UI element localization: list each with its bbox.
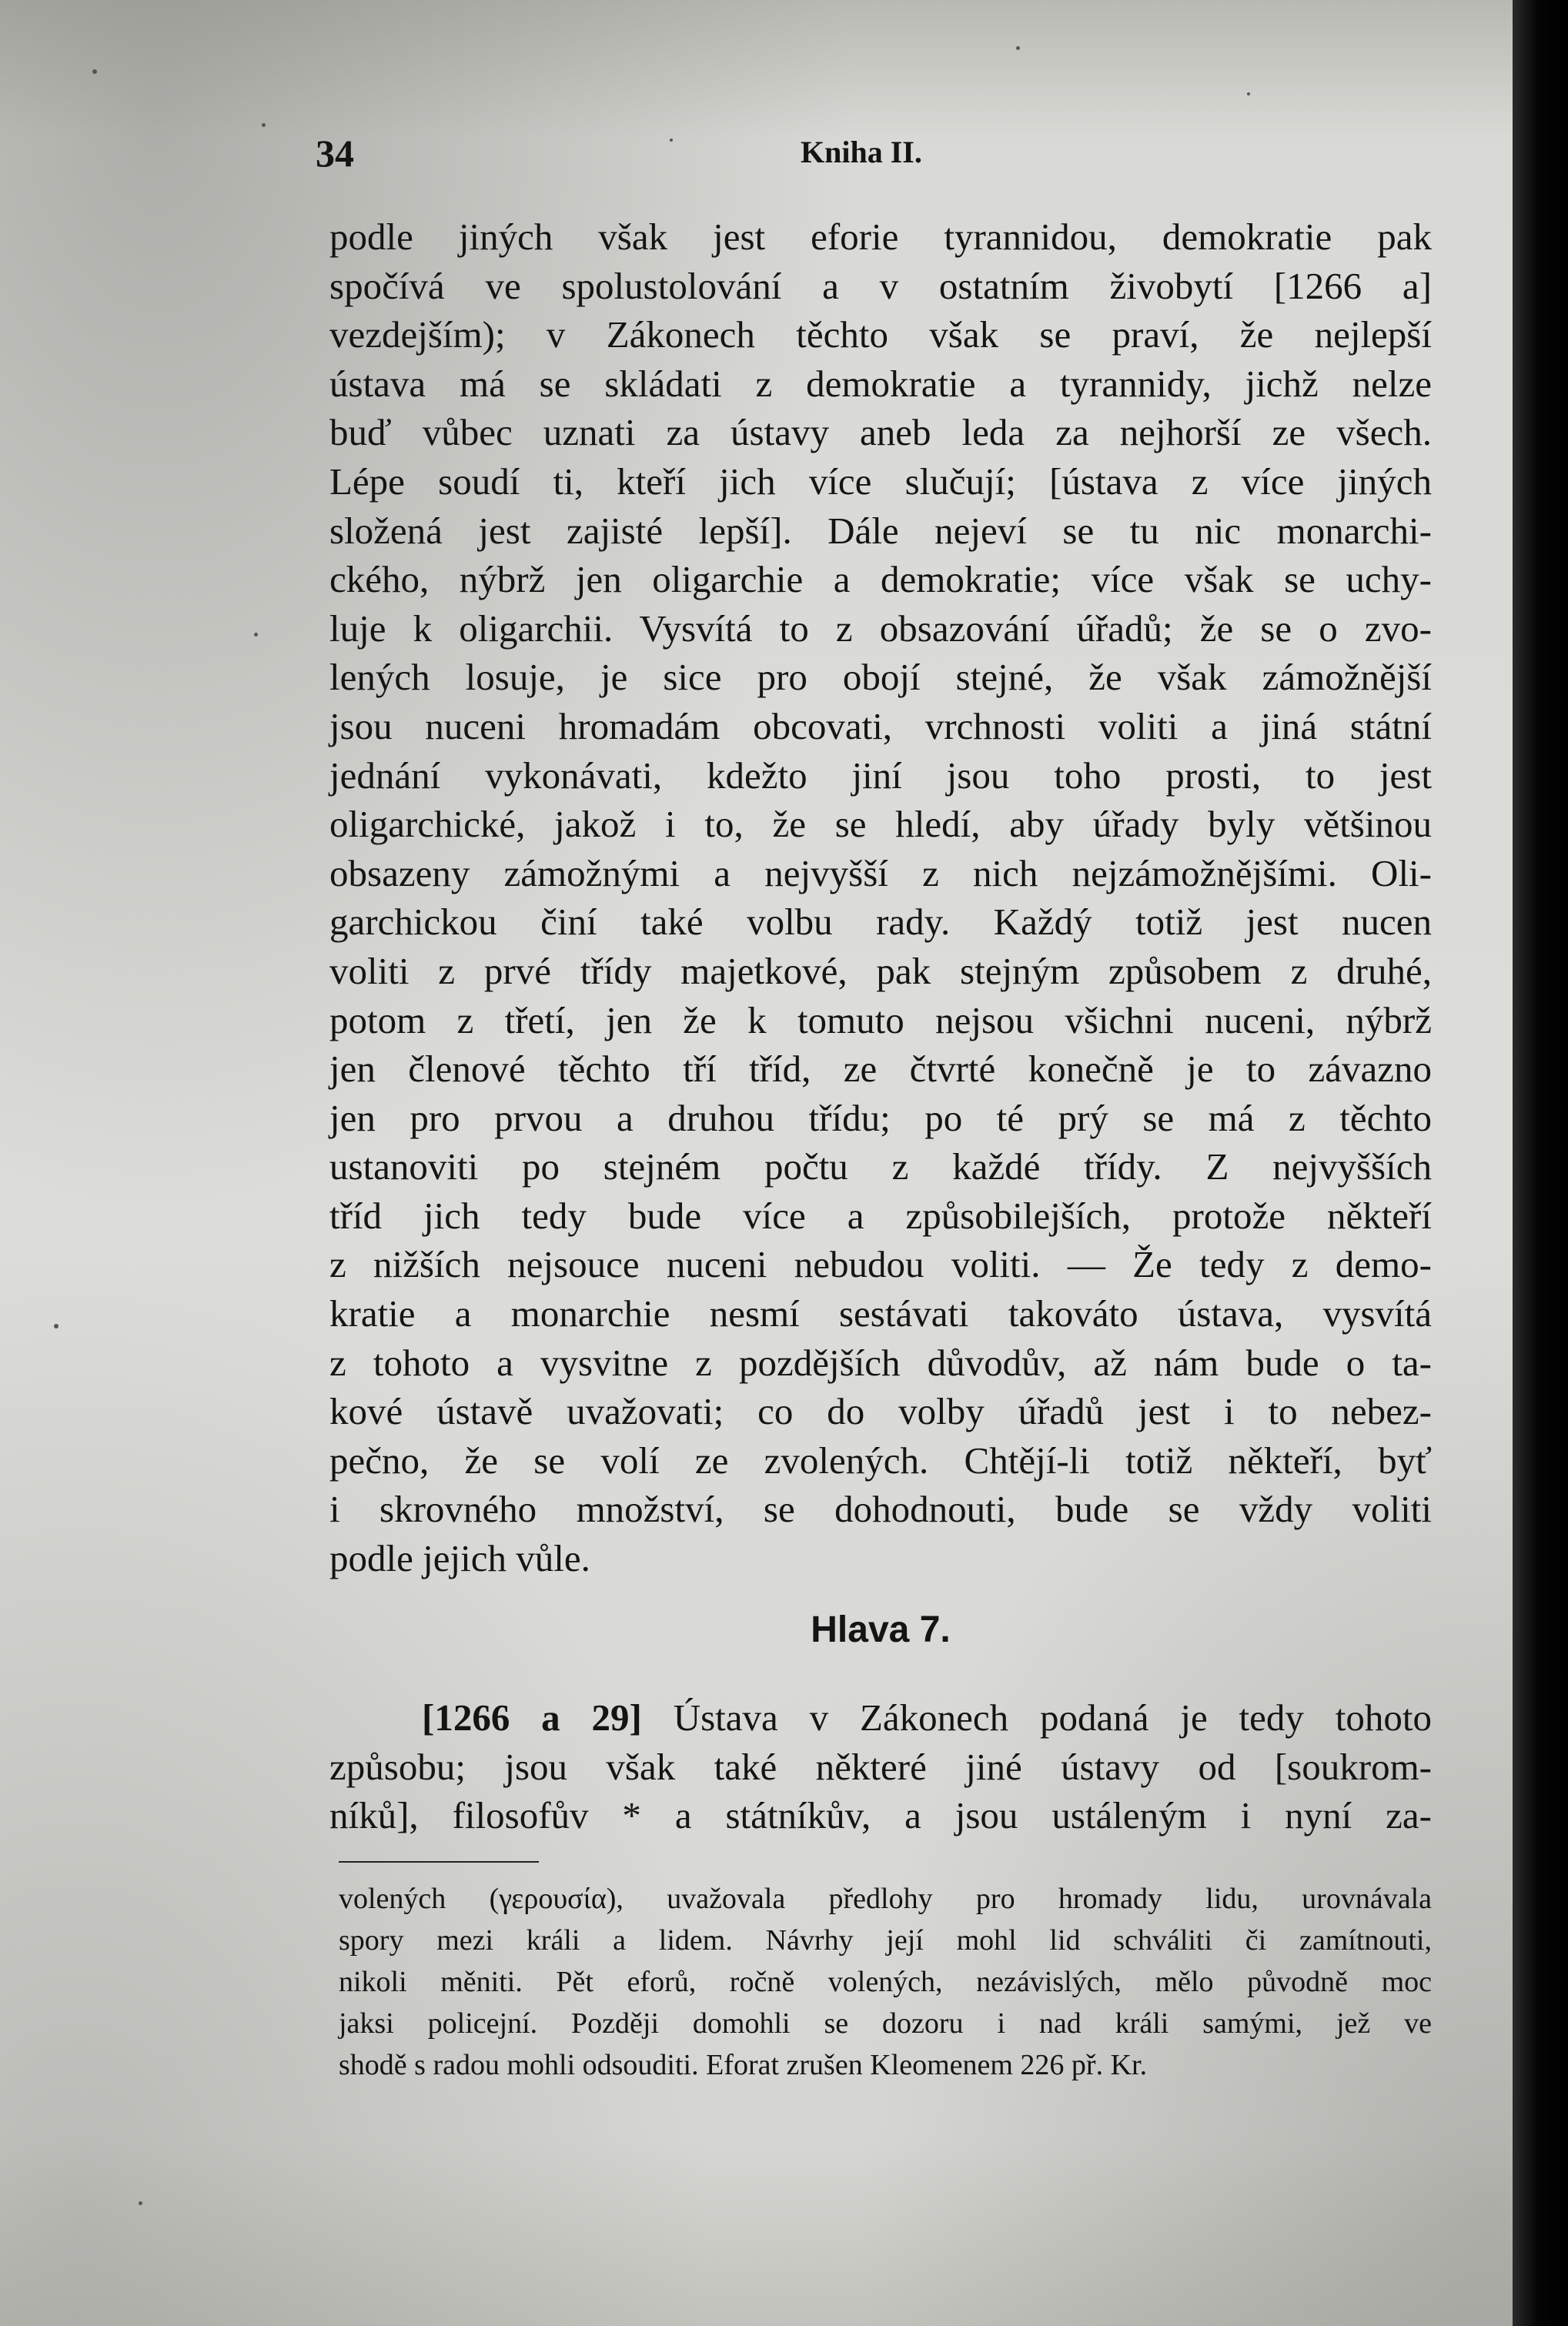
footnote-line: volených (γερουσία), uvažovala předlohy pro hromady lidu, urovnávala	[339, 1883, 1432, 1915]
text-line: ckého, nýbrž jen oligarchie a demokratie; více však se uchy-	[329, 558, 1432, 601]
text-line: tříd jich tedy bude více a způsobilejších, protože někteří	[329, 1194, 1432, 1237]
chapter-first-line-text: Ústava v Zákonech podaná je tedy tohoto	[673, 1696, 1432, 1739]
text-line: kratie a monarchie nesmí sestávati takováto ústava, vysvítá	[329, 1292, 1432, 1335]
footnote-divider	[339, 1861, 539, 1863]
text-line: níků], filosofův * a státníkův, a jsou ustáleným i nyní za-	[329, 1794, 1432, 1837]
text-line: kové ústavě uvažovati; co do volby úřadů jest i to nebez-	[329, 1390, 1432, 1433]
text-line: ústava má se skládati z demokratie a tyrannidy, jichž nelze	[329, 362, 1432, 405]
footnote-line: jaksi policejní. Později domohli se dozoru i nad králi samými, jež ve	[339, 2007, 1432, 2040]
chapter-first-line	[329, 1693, 1432, 1743]
text-line: jen pro prvou a druhou třídu; po té prý se má z těchto	[329, 1096, 1432, 1139]
text-line: z tohoto a vysvitne z pozdějších důvodův, až nám bude o ta-	[329, 1341, 1432, 1384]
text-line: z nižších nejsouce nuceni nebudou voliti. — Že tedy z demo-	[329, 1243, 1432, 1286]
chapter-text	[329, 1693, 1432, 1840]
text-line: lených losuje, je sice pro obojí stejné, že však zámožnější	[329, 656, 1432, 699]
text-line: podle jejich vůle.	[329, 1537, 590, 1580]
page-number: 34	[316, 132, 354, 175]
scan-speck	[54, 1324, 59, 1328]
footnote-line: nikoli měniti. Pět eforů, ročně volených, nezávislých, mělo původně moc	[339, 1966, 1432, 1998]
text-line: vezdejším); v Zákonech těchto však se praví, že nejlepší	[329, 313, 1432, 356]
text-line: oligarchické, jakož i to, že se hledí, aby úřady byly většinou	[329, 803, 1432, 846]
scan-speck	[139, 2201, 142, 2205]
running-head	[316, 131, 985, 177]
text-line: složená jest zajisté lepší]. Dále nejeví se tu nic monarchi-	[329, 509, 1432, 552]
text-line: luje k oligarchii. Vysvítá to z obsazování úřadů; že se o zvo-	[329, 607, 1432, 650]
text-line: způsobu; jsou však také některé jiné ústavy od [soukrom-	[329, 1745, 1432, 1788]
text-line: obsazeny zámožnými a nejvyšší z nich nejzámožnějšími. Oli-	[329, 851, 1432, 894]
chapter-heading: Hlava 7.	[811, 1609, 951, 1650]
footnote-line: spory mezi králi a lidem. Návrhy její mohl lid schváliti či zamítnouti,	[339, 1924, 1432, 1957]
text-line: spočívá ve spolustolování a v ostatním živobytí [1266 a]	[329, 264, 1432, 307]
scan-speck	[1016, 46, 1020, 50]
text-line: buď vůbec uznati za ústavy aneb leda za nejhorší ze všech.	[329, 411, 1432, 454]
footnote-line: shodě s radou mohli odsouditi. Eforat zrušen Kleomenem 226 př. Kr.	[339, 2049, 1148, 2081]
text-line: potom z třetí, jen že k tomuto nejsou všichni nuceni, nýbrž	[329, 998, 1432, 1041]
text-line: pečno, že se volí ze zvolených. Chtějí-li totiž někteří, byť	[329, 1439, 1432, 1482]
text-line: ustanoviti po stejném počtu z každé třídy. Z nejvyšších	[329, 1145, 1432, 1188]
scan-speck	[254, 633, 258, 637]
scan-speck	[92, 69, 97, 74]
text-line: podle jiných však jest eforie tyrannidou, demokratie pak	[329, 216, 1432, 258]
text-line: jednání vykonávati, kdežto jiní jsou toho prosti, to jest	[329, 754, 1432, 797]
scan-speck	[1247, 92, 1250, 95]
section-reference: [1266 a 29]	[422, 1696, 642, 1739]
book-title: Kniha II.	[801, 135, 922, 169]
text-line: voliti z prvé třídy majetkové, pak stejným způsobem z druhé,	[329, 949, 1432, 992]
text-line: i skrovného množství, se dohodnouti, bude se vždy voliti	[329, 1488, 1432, 1531]
text-line: garchickou činí také volbu rady. Každý totiž jest nucen	[329, 901, 1432, 944]
footnotes	[339, 1878, 1432, 2086]
body-text	[329, 212, 1432, 1583]
text-line: Lépe soudí ti, kteří jich více slučují; [ústava z více jiných	[329, 460, 1432, 503]
text-line: jsou nuceni hromadám obcovati, vrchnosti voliti a jiná státní	[329, 704, 1432, 747]
scan-speck	[262, 123, 266, 127]
text-line: jen členové těchto tří tříd, ze čtvrté konečně je to závazno	[329, 1048, 1432, 1091]
scan-border-edge	[1513, 0, 1568, 2326]
